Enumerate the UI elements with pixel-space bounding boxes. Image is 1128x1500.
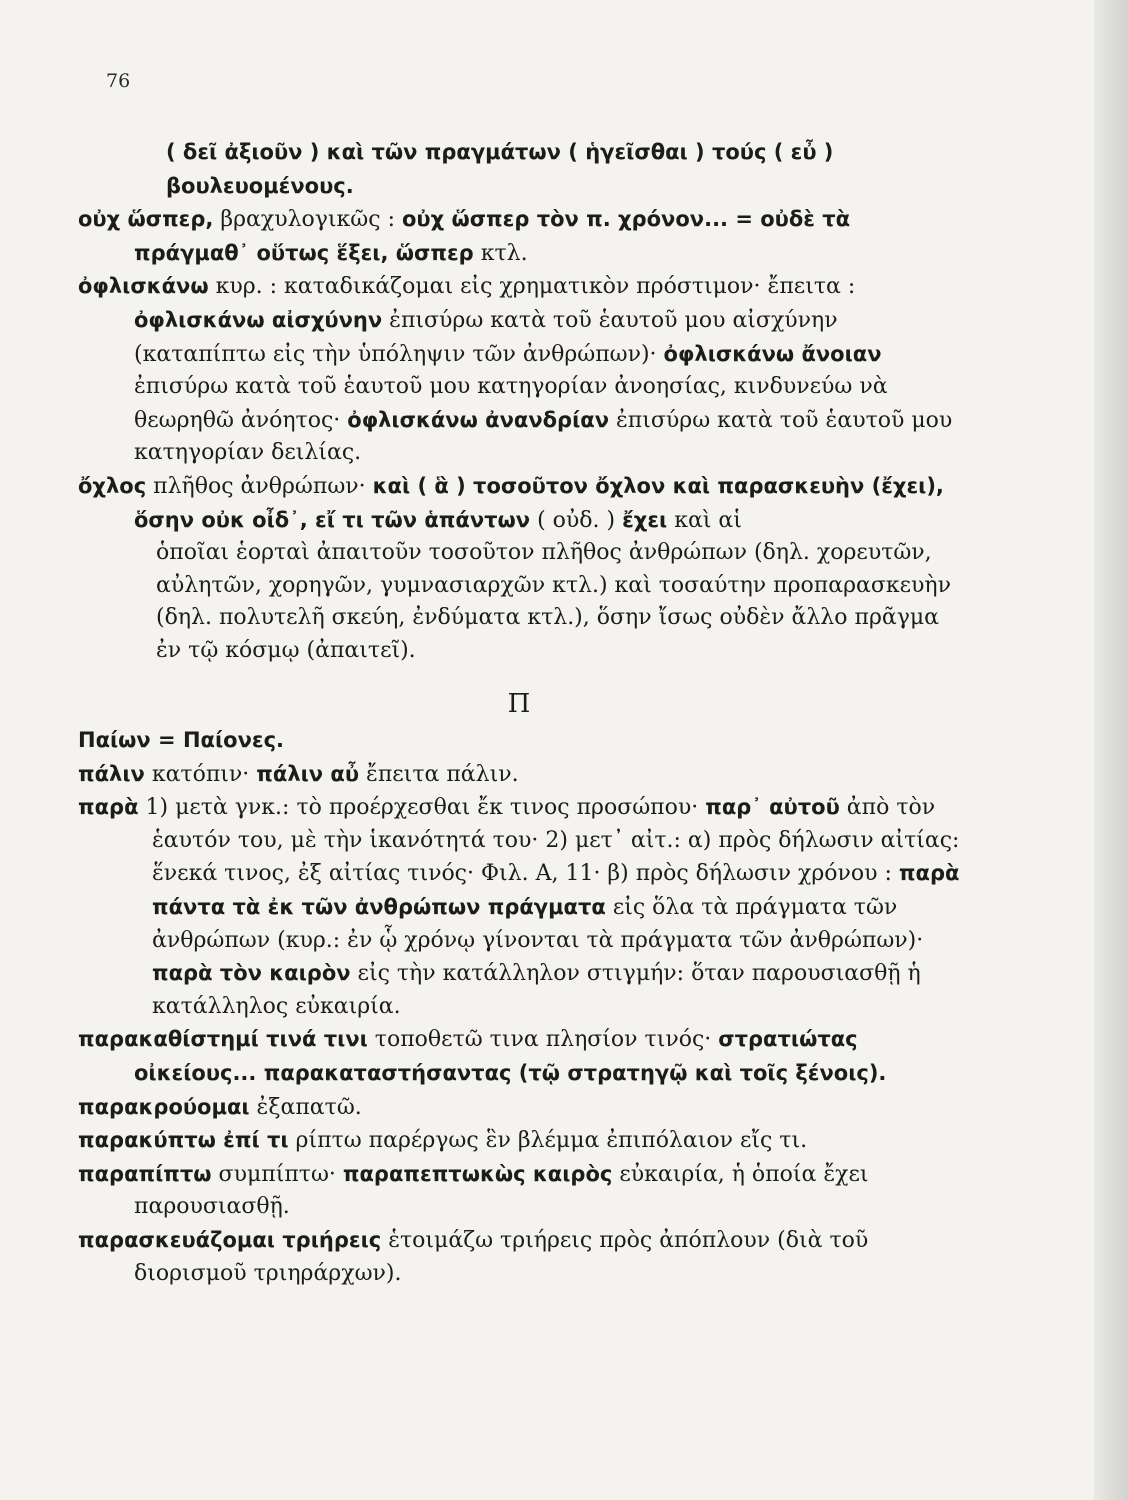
entry-phrase: πάλιν αὖ (256, 761, 360, 786)
entry-phrase: παρὰ τὸν καιρὸν (152, 961, 351, 986)
entry-para (78, 791, 960, 1023)
entry-phrase: ὀφλισκάνω ἀνανδρίαν (347, 407, 609, 432)
entry-ophliskano (78, 270, 960, 470)
entry-headword: παρακρούομαι (78, 1094, 250, 1119)
entry-phrase: καὶ ( ἃ ) τοσοῦτον ὄχλον καὶ παρασκευὴν (ἔχει), ὅσην οὐκ οἶδ᾽, εἴ τι τῶν ἁπάντων (134, 473, 944, 532)
entry-text: 1) μετὰ γνκ.: τὸ προέρχεσθαι ἔκ τινος προσώπου· (138, 795, 706, 821)
entry-text: συμπίπτω· (211, 1161, 343, 1187)
entry-headword: πάλιν (78, 761, 145, 786)
entry-text: ἐπισύρω κατὰ τοῦ ἑαυτοῦ μου αἰσχύνην (καταπίπτω εἰς τὴν ὑπόληψιν τῶν ἀνθρώπων)· (134, 307, 838, 367)
continued-line-1: ( δεῖ ἀξιοῦν ) καὶ τῶν πραγμάτων ( ἡγεῖσθαι ) τούς ( εὖ ) (166, 140, 834, 164)
entry-headword: παρὰ (78, 795, 139, 820)
entry-headword: παρακύπτω ἐπί τι (78, 1128, 289, 1153)
entry-headword: ὄχλος (78, 473, 147, 498)
entry-parakathistemi (78, 1023, 960, 1090)
entry-text: ( οὐδ. ) (530, 507, 623, 533)
continued-line-2: βουλευομένους. (166, 173, 354, 198)
entry-headword: παρακαθίστημί τινά τινι (78, 1027, 368, 1052)
entry-text: κατόπιν· (144, 761, 257, 787)
entry-ouch-hosper (78, 203, 960, 270)
entry-phrase: παραπεπτωκὼς καιρὸς (342, 1161, 613, 1186)
entry-parakypto (78, 1124, 960, 1158)
entry-phrase: ὀφλισκάνω αἰσχύνην (134, 307, 383, 332)
entry-parapipto (78, 1158, 960, 1224)
entry-paraskeuazomai (78, 1224, 960, 1290)
page-number: 76 (106, 70, 131, 92)
entry-text: ἐπισύρω κατὰ τοῦ ἑαυτοῦ μου κατηγορίαν δειλίας. (134, 407, 953, 466)
entry-text: κυρ. : καταδικάζομαι εἰς χρηματικὸν πρόστιμον· ἔπειτα : (208, 274, 856, 300)
entry-headword: οὐχ ὥσπερ, (78, 207, 214, 232)
entry-text: ἀπὸ τὸν ἑαυτόν του, μὲ τὴν ἱκανότητά του· 2) μετ᾽ αἰτ.: α) πρὸς δήλωσιν αἰτίας: ἕνεκά τινος, ἐξ αἰτίας τινός· Φιλ. Α, 11· β) πρὸς δήλωσιν χρόνου : (152, 795, 960, 887)
entry-headword: παρασκευάζομαι τριήρεις (78, 1228, 382, 1252)
entry-text: τοποθετῶ τινα πλησίον τινός· (367, 1027, 719, 1053)
entry-text: ἐπισύρω κατὰ τοῦ ἑαυτοῦ μου κατηγορίαν ἀνοησίας, κινδυνεύω νὰ θεωρηθῶ ἀνόητος· (134, 374, 888, 433)
entry-text: ρίπτω παρέργως ἓν βλέμμα ἐπιπόλαιον εἴς τι. (288, 1128, 808, 1154)
entry-phrase: οὐχ ὥσπερ τὸν π. χρόνον... = οὐδὲ τὰ πράγμαθ᾽ οὕτως ἕξει, ὥσπερ (134, 207, 851, 265)
entry-ochlos (78, 470, 960, 537)
entry-text: πλῆθος ἀνθρώπων· (146, 473, 373, 499)
entry-text: εἰς τὴν κατάλληλον στιγμήν: ὅταν παρουσιασθῇ ἡ κατάλληλος εὐκαιρία. (152, 961, 921, 1019)
entry-phrase: ὀφλισκάνω ἄνοιαν (663, 341, 882, 366)
entry-text: βραχυλογικῶς : (213, 207, 402, 233)
entry-palin (78, 758, 960, 792)
entry-headword: Παίων = Παίονες. (78, 728, 284, 753)
entry-text: ἔπειτα πάλιν. (359, 761, 519, 787)
entry-text: καὶ αἱ (667, 507, 742, 533)
entry-headword: παραπίπτω (78, 1161, 212, 1186)
entry-paion (78, 724, 960, 758)
entry-text: εἰς ὅλα τὰ πράγματα τῶν ἀνθρώπων (κυρ.: ἐν ᾧ χρόνῳ γίνονται τὰ πράγματα τῶν ἀνθρώπων)· (152, 895, 924, 953)
section-letter: Π (507, 688, 531, 719)
dictionary-text (78, 136, 960, 1290)
entry-text: εὐκαιρία, ἡ ὁποία ἔχει παρουσιασθῇ. (134, 1161, 869, 1220)
entry-headword: ὀφλισκάνω (78, 274, 209, 299)
entry-text: ἐξαπατῶ. (249, 1094, 362, 1120)
page-edge-shadow (1094, 0, 1128, 1500)
entry-ochlos-explanation: ὁποῖαι ἑορταὶ ἀπαιτοῦν τοσοῦτον πλῆθος ἀνθρώπων (δηλ. χορευτῶν, αὐλητῶν, χορηγῶν, γυμνασιαρχῶν κτλ.) καὶ τοσαύτην προπαρασκευὴν (δηλ. πολυτελῆ σκεύη, ἐνδύματα κτλ.), ὅσην ἴσως οὐδὲν ἄλλο πρᾶγμα ἐν τῷ κόσμῳ (ἀπαιτεῖ). (156, 540, 951, 663)
continued-entry (78, 136, 960, 203)
entry-phrase: ἔχει (622, 507, 668, 532)
entry-text: κτλ. (473, 240, 528, 266)
entry-phrase: στρατιώτας οἰκείους... παρακαταστήσαντας (τῷ στρατηγῷ καὶ τοῖς ξένοις). (134, 1027, 887, 1086)
entry-phrase: παρ᾽ αὐτοῦ (705, 795, 840, 820)
entry-text: ἑτοιμάζω τριήρεις πρὸς ἀπόπλουν (διὰ τοῦ διορισμοῦ τριηράρχων). (134, 1228, 869, 1286)
entry-parakrouomai (78, 1091, 960, 1125)
entry-phrase: παρὰ πάντα τὰ ἐκ τῶν ἀνθρώπων πράγματα (152, 861, 960, 920)
